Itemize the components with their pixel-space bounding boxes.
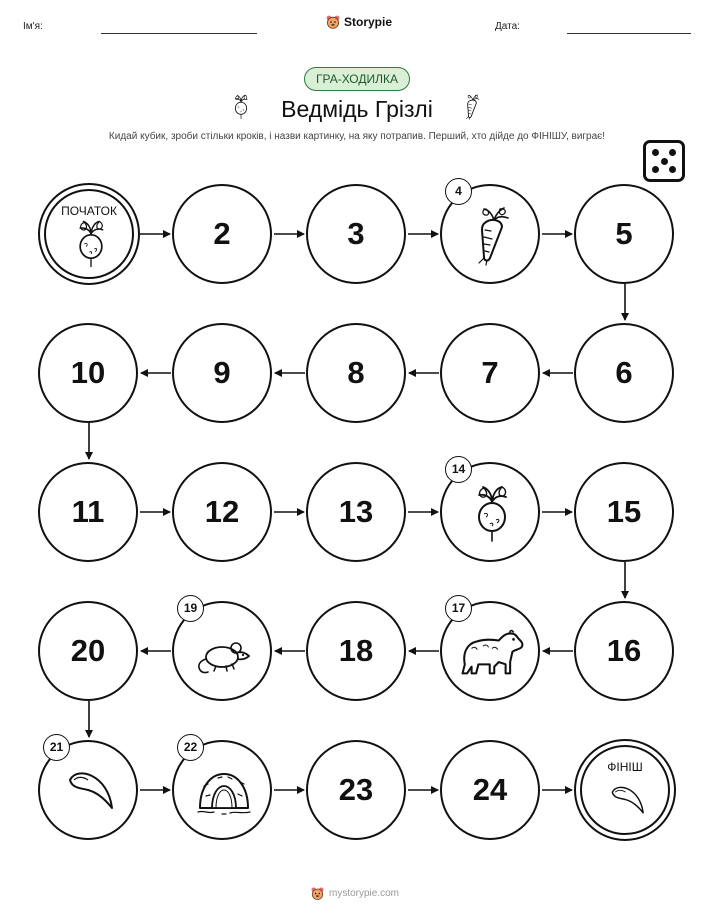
cell-number-badge: 4 — [445, 178, 472, 205]
cell-number-badge: 21 — [43, 734, 70, 761]
claw-icon — [60, 762, 120, 822]
board-cell-8: 8 — [306, 323, 406, 423]
board-cell-15: 15 — [574, 462, 674, 562]
board-cell-7: 7 — [440, 323, 540, 423]
bear-logo-icon — [310, 886, 325, 901]
cell-number-badge: 19 — [177, 595, 204, 622]
bear-icon — [456, 619, 528, 687]
board-cell-9: 9 — [172, 323, 272, 423]
footer — [310, 886, 399, 901]
cell-number-badge: 14 — [445, 456, 472, 483]
instructions: Кидай кубик, зроби стільки кроків, і назви картинку, на яку потрапив. Перший, хто дійде до ФІНІШУ, виграє! — [108, 131, 606, 142]
board-cell-22 — [172, 740, 272, 840]
board-cell-6: 6 — [574, 323, 674, 423]
game-type-badge: ГРА-ХОДИЛКА — [304, 67, 410, 91]
board-cell-16: 16 — [574, 601, 674, 701]
cell-number-badge: 17 — [445, 595, 472, 622]
finish-label: ФІНІШ — [607, 760, 643, 774]
mouse-icon — [194, 623, 254, 683]
board-cell-12: 12 — [172, 462, 272, 562]
beet-icon — [462, 484, 522, 544]
board-cell-20: 20 — [38, 601, 138, 701]
start-label: ПОЧАТОК — [61, 204, 117, 218]
start-cell — [38, 183, 140, 285]
date-label: Дата: — [495, 21, 520, 32]
board-cell-2: 2 — [172, 184, 272, 284]
board-cell-24: 24 — [440, 740, 540, 840]
board-cell-19 — [172, 601, 272, 701]
board-cell-11: 11 — [38, 462, 138, 562]
footer-url[interactable]: mystorypie.com — [329, 888, 400, 899]
board-cell-5: 5 — [574, 184, 674, 284]
claw-icon — [605, 779, 649, 823]
name-label: Ім'я: — [23, 21, 43, 32]
brand-name: Storypie — [344, 15, 393, 29]
page-title: Ведмідь Грізлі — [281, 96, 433, 122]
board-cell-3: 3 — [306, 184, 406, 284]
board-cell-4 — [440, 184, 540, 284]
cave-icon — [194, 762, 254, 822]
board-cell-10: 10 — [38, 323, 138, 423]
board-cell-18: 18 — [306, 601, 406, 701]
board-cell-14 — [440, 462, 540, 562]
cell-number-badge: 22 — [177, 734, 204, 761]
beet-icon — [66, 219, 116, 269]
board-cell-21 — [38, 740, 138, 840]
board-cell-23: 23 — [306, 740, 406, 840]
carrot-icon — [462, 206, 522, 266]
board-cell-13: 13 — [306, 462, 406, 562]
finish-cell — [574, 739, 676, 841]
board-cell-17 — [440, 601, 540, 701]
